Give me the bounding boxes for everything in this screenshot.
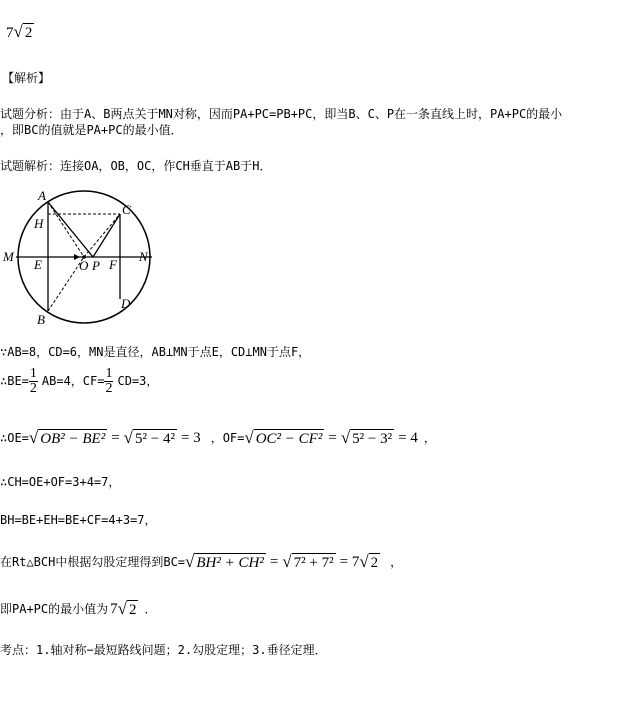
sqrt-symbol: √ [123, 428, 133, 447]
be-cf-line [0, 364, 158, 398]
bc-radicand-2: 7² + 7² [293, 554, 334, 571]
label-c: C [122, 202, 131, 217]
of-end: ， [423, 431, 436, 445]
oe-eq: = [111, 429, 120, 446]
label-p: P [92, 258, 100, 273]
be-mid: AB=4，CF= [41, 374, 105, 388]
label-m: M [3, 249, 14, 264]
label-e: E [34, 257, 42, 272]
min-end: ． [144, 602, 157, 616]
sqrt-symbol: √ [117, 599, 127, 618]
segment-oa [48, 202, 84, 257]
sqrt-symbol: √ [185, 552, 195, 571]
bc-prefix: 在Rt△BCH中根据勾股定理得到BC= [0, 555, 186, 569]
label-b: B [37, 312, 45, 327]
answer-radicand: 2 [24, 25, 33, 41]
fraction-half-2 [104, 367, 113, 396]
of-value: = 4 [398, 429, 418, 446]
segment-pc [93, 214, 120, 257]
min-prefix: 即PA+PC的最小值为 [0, 602, 109, 616]
solution-intro: 试题解析：连接OA，OB，OC，作CH垂直于AB于H． [0, 159, 272, 173]
sqrt-symbol: √ [282, 552, 292, 571]
frac1-num: 1 [29, 365, 37, 381]
segment-pa [48, 202, 93, 257]
label-n: N [139, 249, 148, 264]
answer-value [6, 22, 34, 42]
of-radicand-2: 5² − 3² [352, 430, 393, 447]
oe-radicand-1: OB² − BE² [40, 430, 106, 447]
label-f: F [109, 257, 117, 272]
bc-eq: = [269, 553, 279, 570]
frac2-den: 2 [105, 380, 113, 396]
min-radicand: 2 [128, 601, 137, 618]
fraction-half-1 [29, 367, 38, 396]
of-prefix: ，OF= [210, 431, 245, 445]
label-a: A [38, 188, 46, 203]
bc-result: = 7 [339, 553, 360, 570]
oe-radicand-2: 5² − 4² [135, 430, 175, 447]
be-prefix: ∴BE= [0, 374, 29, 388]
of-radicand-1: OC² − CF² [255, 430, 323, 447]
answer-coef: 7 [6, 25, 14, 41]
label-d: D [121, 296, 131, 311]
sqrt-symbol: √ [359, 552, 369, 571]
min-line [0, 598, 156, 620]
bc-radicand-1: BH² + CH² [196, 554, 264, 571]
ch-line: ∴CH=OE+OF=3+4=7， [0, 475, 121, 489]
oe-of-line [0, 426, 436, 450]
oe-prefix: ∴OE= [0, 431, 29, 445]
frac2-num: 1 [105, 365, 113, 381]
section-title: 【解析】 [2, 71, 51, 85]
analysis-line-2: ，即BC的值就是PA+PC的最小值． [0, 123, 183, 137]
kaodian-line: 考点：1.轴对称−最短路线问题；2.勾股定理；3.垂径定理． [0, 643, 327, 657]
circle-figure [0, 186, 160, 328]
bh-line: BH=BE+EH=BE+CF=4+3=7， [0, 513, 157, 527]
sqrt-symbol: √ [340, 428, 351, 447]
min-coef: 7 [110, 600, 118, 617]
bc-line [0, 550, 402, 574]
label-o: O [79, 258, 89, 273]
bc-end: ， [390, 555, 403, 569]
sqrt-symbol: √ [28, 428, 39, 447]
oe-value: = 3 [180, 429, 201, 446]
bc-result-radicand: 2 [370, 554, 379, 571]
given-line: ∵AB=8，CD=6，MN是直径，AB⊥MN于点E，CD⊥MN于点F， [0, 345, 311, 359]
label-h: H [34, 216, 44, 231]
be-suffix: CD=3， [117, 374, 159, 388]
analysis-line-1: 试题分析：由于A、B两点关于MN对称，因而PA+PC=PB+PC，即当B、C、P在一条直线上时，PA+PC的最小 [0, 107, 563, 121]
sqrt-symbol: √ [244, 428, 254, 447]
segment-oc [84, 214, 120, 257]
of-eq: = [328, 429, 337, 446]
frac1-den: 2 [29, 380, 37, 396]
sqrt-symbol: √ [13, 22, 23, 41]
